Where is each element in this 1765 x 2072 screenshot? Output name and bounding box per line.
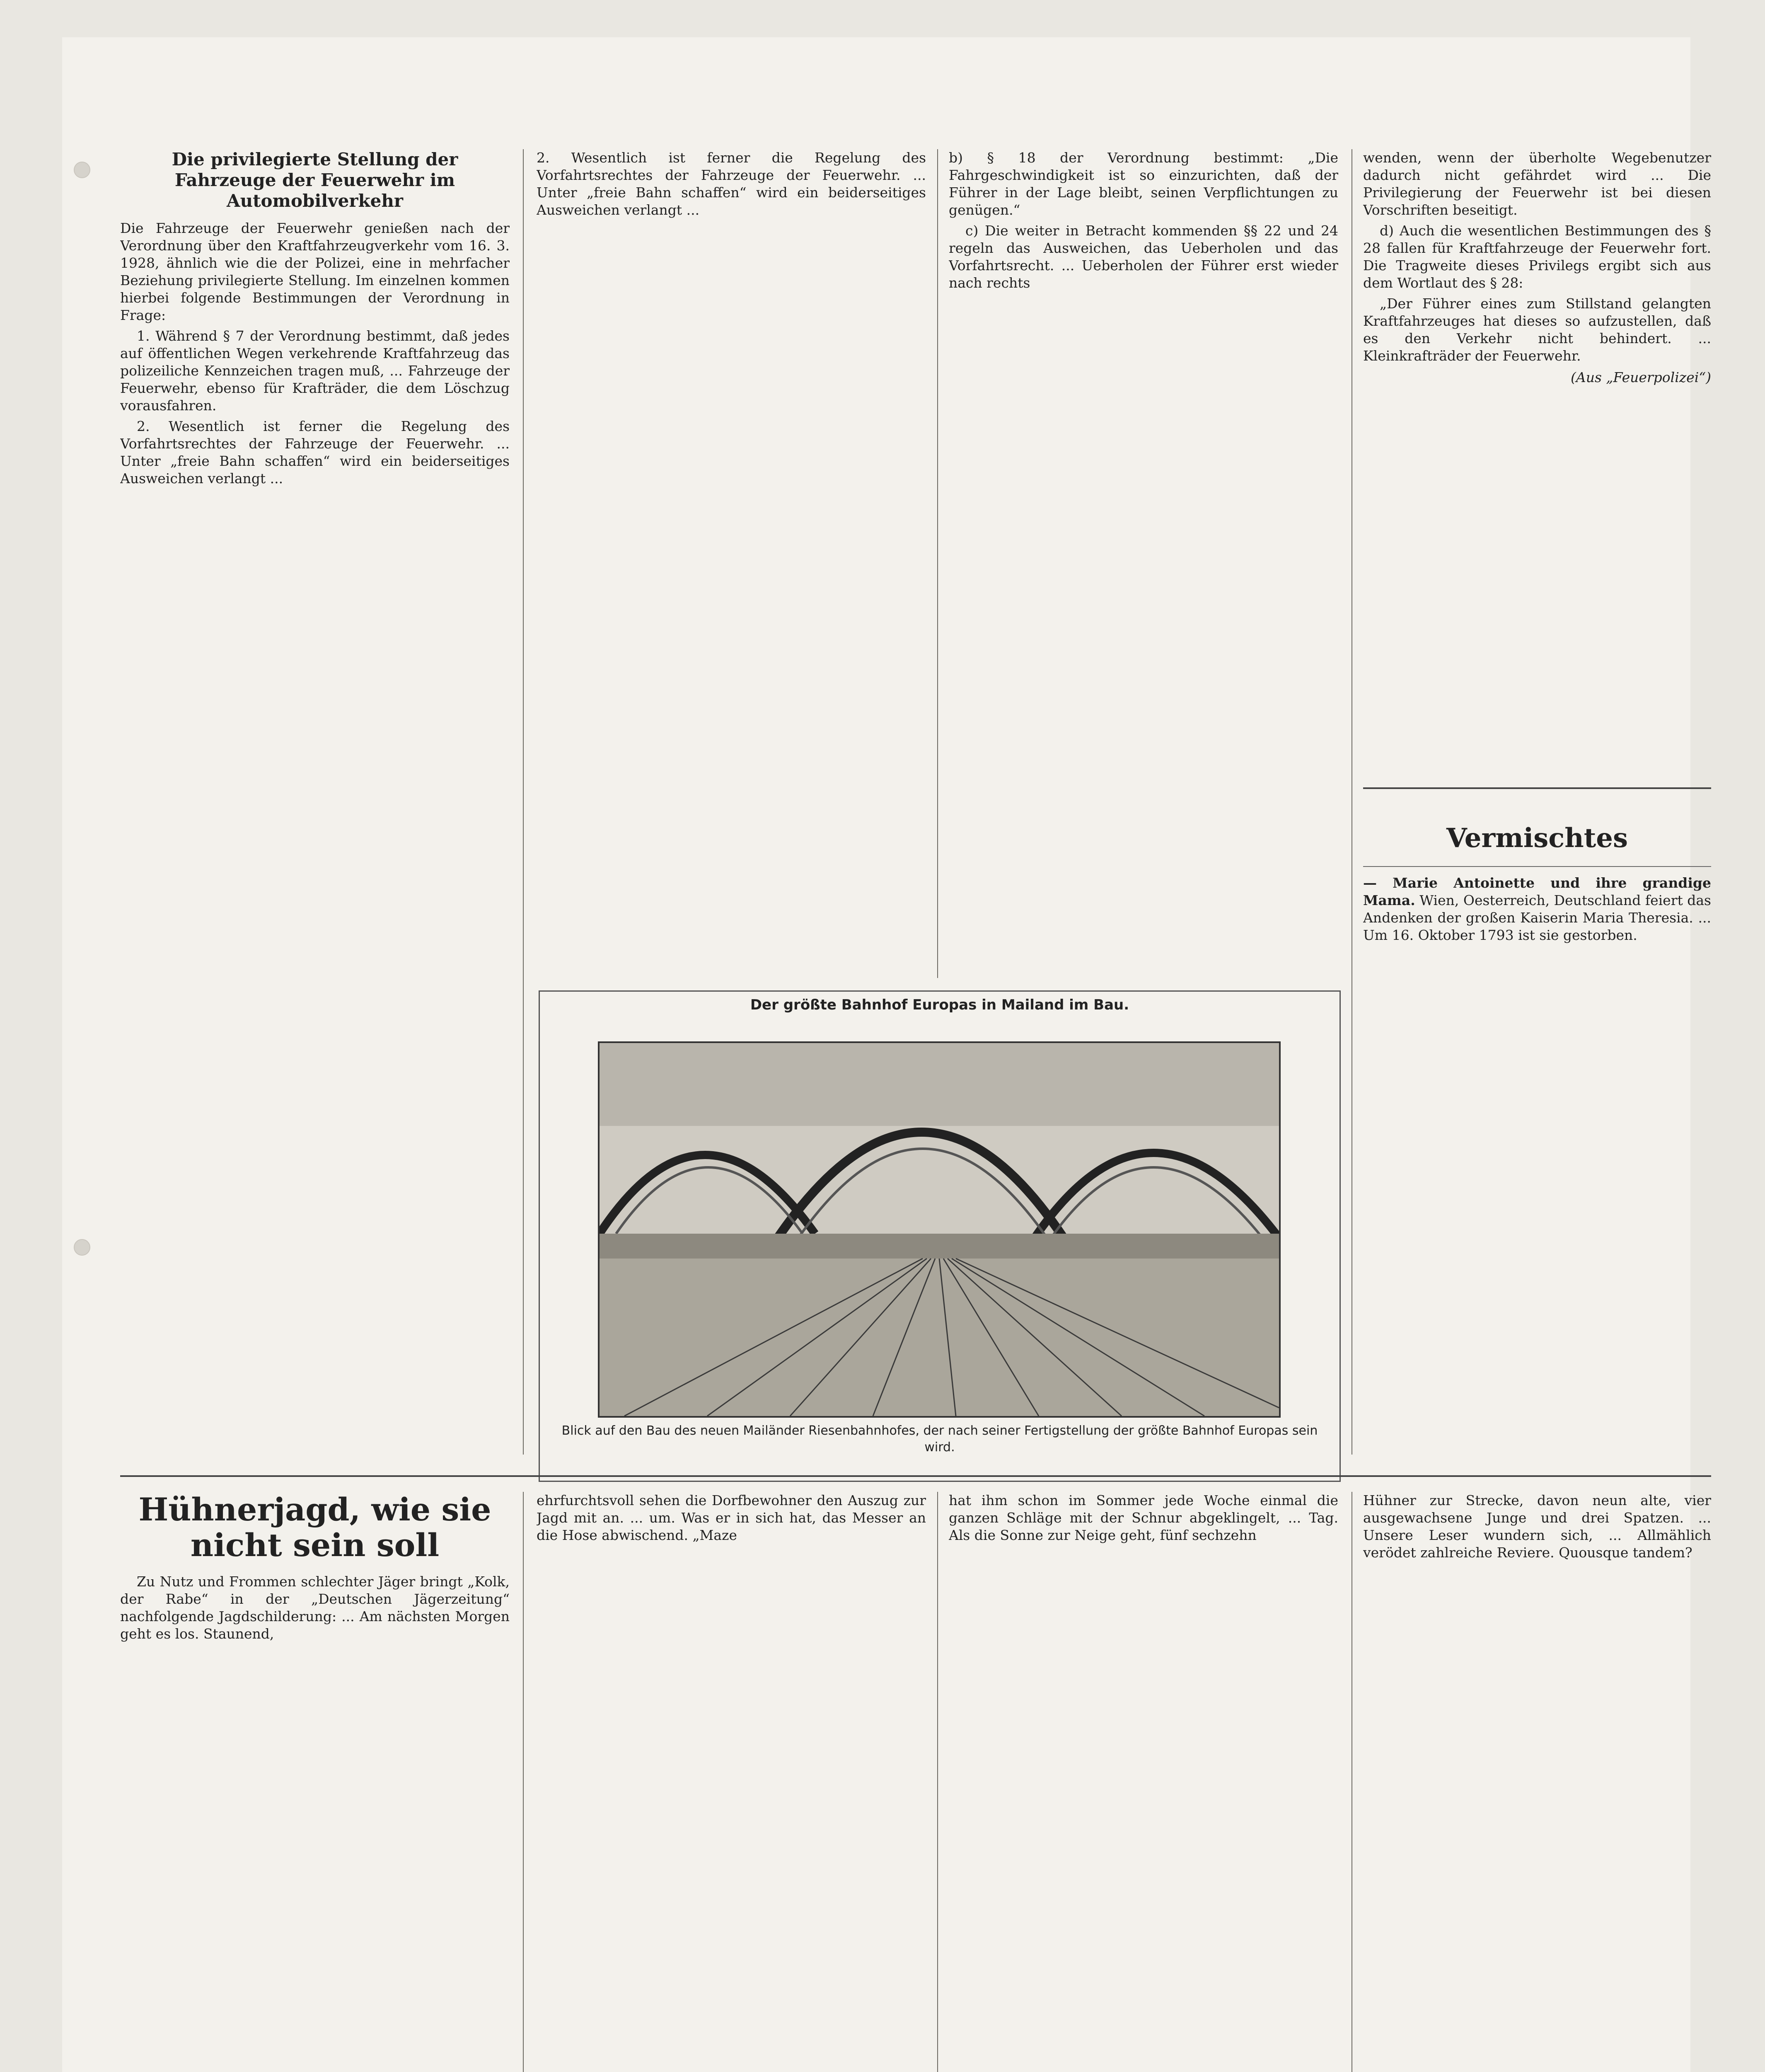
article2-text: Zu Nutz und Frommen schlechter Jäger bringt „Kolk, der Rabe“ in der „Deutschen Jägerzeitung“ nachfolgende Jagdschilderung: ... Am nächsten Morgen geht es los. Staunend,	[120, 1573, 510, 1642]
article1-para: 1. Während § 7 der Verordnung bestimmt, daß jedes auf öffentlichen Wegen verkehrende Kraftfahrzeug das polizeiliche Kennzeichen tragen muß, ... Fahrzeuge der Feuerwehr, ebenso für Krafträder, die dem Löschzug vorausfahren.	[120, 328, 510, 414]
article1-title: Die privilegierte Stellung der Fahrzeuge der Feuerwehr im Automobilverkehr	[172, 149, 458, 211]
article1-source: (Aus „Feuerpolizei“)	[1571, 369, 1711, 385]
article1b-para: b) § 18 der Verordnung bestimmt: „Die Fahrgeschwindigkeit ist so einzurichten, daß der Führer in der Lage bleibt, seinen Verpflichtungen zu genügen.“	[949, 150, 1338, 218]
section-title-rule	[1363, 866, 1711, 867]
column-rule	[937, 149, 938, 978]
column-rule	[937, 1492, 938, 2072]
article1b-para: c) Die weiter in Betracht kommenden §§ 22 und 24 regeln das Ausweichen, das Ueberholen und das Vorfahrtsrecht. ... Ueberholen der Führer erst wieder nach rechts	[949, 223, 1338, 291]
news-item-text: Wien, Oesterreich, Deutschland feiert das Andenken der großen Kaiserin Maria Theresia. ... Um 16. Oktober 1793 ist sie gestorben.	[1363, 892, 1711, 943]
section-rule	[1363, 787, 1711, 789]
article1-col2	[537, 149, 926, 978]
punch-hole	[74, 1239, 90, 1256]
section-title: Vermischtes	[1446, 823, 1628, 854]
figure-box	[539, 990, 1341, 1482]
figure-caption: Blick auf den Bau des neuen Mailänder Riesenbahnhofes, der nach seiner Fertigstellung der größte Bahnhof Europas sein wird.	[561, 1423, 1318, 1455]
article2-text: hat ihm schon im Sommer jede Woche einmal die ganzen Schläge mit der Schnur abgeklingelt, ... Tag. Als die Sonne zur Neige geht, fünf sechzehn	[949, 1492, 1338, 1543]
figure-title: Der größte Bahnhof Europas in Mailand im Bau.	[750, 997, 1129, 1013]
article-separator	[120, 1475, 1711, 1477]
article1-para: 2. Wesentlich ist ferner die Regelung des Vorfahrtsrechtes der Fahrzeuge der Feuerwehr. ... Unter „freie Bahn schaffen“ wird ein beiderseitiges Ausweichen verlangt ...	[120, 418, 510, 487]
column-rule	[523, 149, 524, 1455]
article1-col3	[949, 149, 1338, 978]
article2-col1	[120, 1492, 510, 2072]
article2-text: Hühner zur Strecke, davon neun alte, vier ausgewachsene Junge und drei Spatzen. ... Unsere Leser wundern sich, ... Allmählich verödet zahlreiche Reviere. Quousque tandem?	[1363, 1492, 1711, 1561]
article2-title: Hühnerjagd, wie sie nicht sein soll	[138, 1492, 491, 1564]
article1-col1	[120, 149, 510, 1455]
article2-text: ehrfurchtsvoll sehen die Dorfbewohner den Auszug zur Jagd mit an. ... um. Was er in sich hat, das Messer an die Hose abwischend. „Maze	[537, 1492, 926, 1543]
punch-hole	[74, 162, 90, 178]
article1c-para: d) Auch die wesentlichen Bestimmungen des § 28 fallen für Kraftfahrzeuge der Feuerwehr fort. Die Tragweite dieses Privilegs ergibt sich aus dem Wortlaut des § 28:	[1363, 223, 1711, 291]
article1c-para: „Der Führer eines zum Stillstand gelangten Kraftfahrzeuges hat dieses so aufzustellen, daß es den Verkehr nicht behindert. ... Kleinkrafträder der Feuerwehr.	[1363, 295, 1711, 364]
article1-para: 2. Wesentlich ist ferner die Regelung des Vorfahrtsrechtes der Fahrzeuge der Feuerwehr. ... Unter „freie Bahn schaffen“ wird ein beiderseitiges Ausweichen verlangt ...	[537, 150, 926, 218]
news-item-head: — Marie Antoinette und ihre grandige Mama.	[1363, 875, 1711, 908]
station-photo	[598, 1041, 1281, 1418]
article2-col3	[949, 1492, 1338, 2072]
article1-col4	[1363, 149, 1711, 754]
vermischtes-section	[1363, 821, 1711, 1455]
column-rule	[523, 1492, 524, 2072]
station-illustration	[600, 1043, 1279, 1416]
article1-para: Die Fahrzeuge der Feuerwehr genießen nach der Verordnung über den Kraftfahrzeugverkehr vom 16. 3. 1928, ähnlich wie die der Polizei, eine in mehrfacher Beziehung privilegierte Stellung. Im einzelnen kommen hierbei folgende Bestimmungen der Verordnung in Frage:	[120, 220, 510, 323]
article2-col4	[1363, 1492, 1711, 2072]
article1c-para: wenden, wenn der überholte Wegebenutzer dadurch nicht gefährdet wird ... Die Privilegierung der Feuerwehr ist bei diesen Vorschriften beseitigt.	[1363, 150, 1711, 218]
article2-col2	[537, 1492, 926, 2072]
